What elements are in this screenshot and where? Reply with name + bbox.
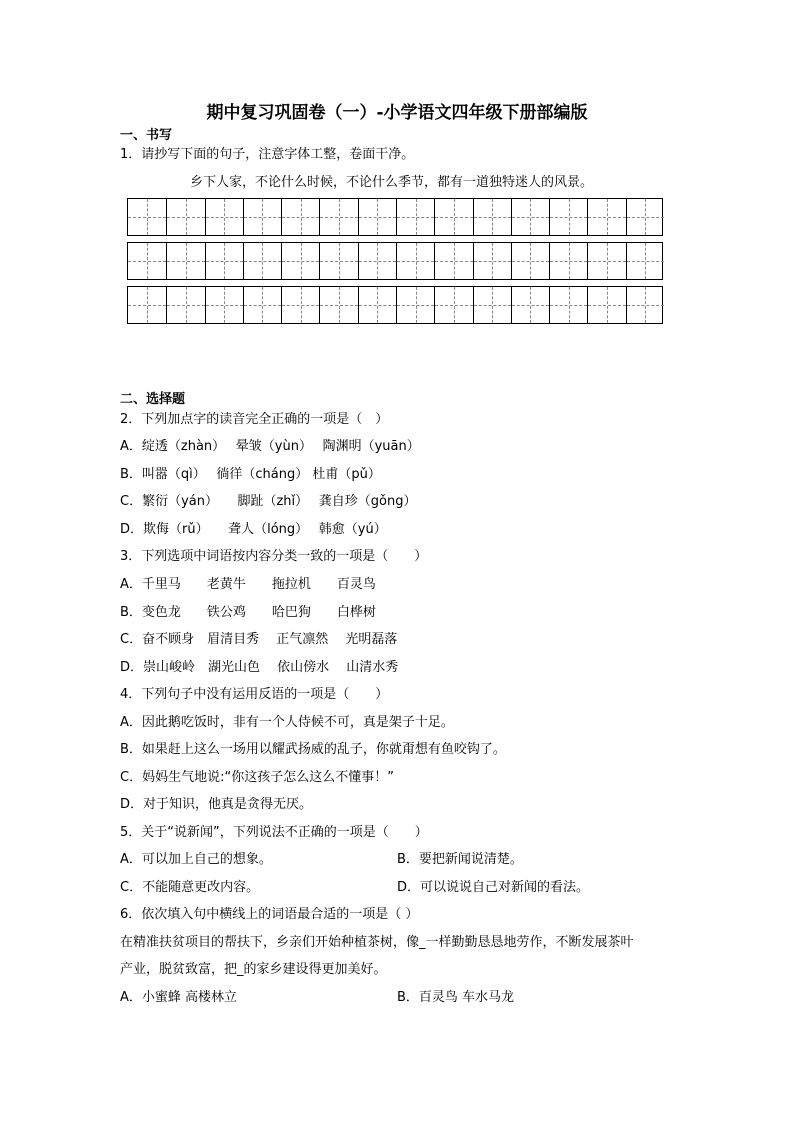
- cell-guide-vertical: [301, 199, 302, 235]
- cell-guide-vertical: [569, 243, 570, 279]
- cell-guide-vertical: [301, 287, 302, 323]
- cell-guide-vertical: [186, 243, 187, 279]
- writing-grid-cell[interactable]: [205, 243, 243, 279]
- writing-grid-cell[interactable]: [626, 287, 664, 323]
- writing-grid-cell[interactable]: [319, 287, 357, 323]
- cell-guide-vertical: [569, 287, 570, 323]
- writing-grid-cell[interactable]: [473, 199, 511, 235]
- writing-grid-cell[interactable]: [549, 243, 587, 279]
- question-3-stem: 3．下列选项中词语按内容分类一致的一项是（ ）: [120, 549, 428, 564]
- cell-guide-vertical: [492, 287, 493, 323]
- cell-guide-vertical: [607, 243, 608, 279]
- writing-grid-cell[interactable]: [128, 287, 166, 323]
- writing-grid-cell[interactable]: [434, 199, 472, 235]
- writing-grid-cell[interactable]: [281, 243, 319, 279]
- question-1: 1．请抄写下面的句子，注意字体工整，卷面干净。: [120, 147, 415, 162]
- page-title: 期中复习巩固卷（一）-小学语文四年级下册部编版: [206, 103, 588, 123]
- cell-guide-vertical: [377, 287, 378, 323]
- question-4-option-c: C．妈妈生气地说:“你这孩子怎么这么不懂事！”: [120, 770, 394, 785]
- writing-grid-row-2[interactable]: [127, 242, 663, 280]
- question-4-option-b: B．如果赶上这么一场用以耀武扬威的乱子，你就甭想有鱼咬钩了。: [120, 742, 506, 757]
- cell-guide-vertical: [339, 243, 340, 279]
- writing-grid-row-1[interactable]: [127, 198, 663, 236]
- writing-grid-cell[interactable]: [205, 287, 243, 323]
- section-heading-choice: 二、选择题: [120, 392, 186, 407]
- writing-grid-cell[interactable]: [205, 199, 243, 235]
- writing-grid-cell[interactable]: [587, 199, 625, 235]
- cell-guide-vertical: [224, 287, 225, 323]
- cell-guide-vertical: [377, 199, 378, 235]
- question-3-option-c: C．奋不顾身 眉清目秀 正气凛然 光明磊落: [120, 632, 398, 647]
- writing-grid-cell[interactable]: [511, 287, 549, 323]
- cell-guide-vertical: [645, 199, 646, 235]
- cell-guide-vertical: [454, 199, 455, 235]
- cell-guide-vertical: [530, 243, 531, 279]
- writing-grid-cell[interactable]: [549, 199, 587, 235]
- cell-guide-vertical: [186, 199, 187, 235]
- question-3-option-d: D．崇山峻岭 湖光山色 依山傍水 山清水秀: [120, 660, 399, 675]
- question-5-option-c: C．不能随意更改内容。: [120, 880, 260, 895]
- cell-guide-vertical: [262, 243, 263, 279]
- writing-grid-cell[interactable]: [473, 287, 511, 323]
- writing-grid-cell[interactable]: [358, 199, 396, 235]
- question-5-stem: 5．关于“说新闻”，下列说法不正确的一项是（ ）: [120, 825, 428, 840]
- writing-grid-cell[interactable]: [281, 199, 319, 235]
- cell-guide-vertical: [262, 287, 263, 323]
- question-5-option-d: D．可以说说自己对新闻的看法。: [397, 880, 590, 895]
- cell-guide-vertical: [454, 287, 455, 323]
- cell-guide-vertical: [492, 199, 493, 235]
- cell-guide-vertical: [569, 199, 570, 235]
- cell-guide-vertical: [416, 287, 417, 323]
- cell-guide-vertical: [645, 287, 646, 323]
- cell-guide-vertical: [262, 199, 263, 235]
- cell-guide-vertical: [492, 243, 493, 279]
- writing-grid-cell[interactable]: [243, 199, 281, 235]
- cell-guide-vertical: [607, 199, 608, 235]
- question-2-option-a: A．绽透（zhàn） 晕皱（yùn） 陶渊明（yuān）: [120, 439, 420, 454]
- cell-guide-vertical: [186, 287, 187, 323]
- question-2-stem: 2．下列加点字的读音完全正确的一项是（ ）: [120, 412, 389, 427]
- writing-grid-cell[interactable]: [473, 243, 511, 279]
- cell-guide-vertical: [377, 243, 378, 279]
- writing-grid-cell[interactable]: [396, 243, 434, 279]
- cell-guide-vertical: [530, 287, 531, 323]
- question-6-option-b: B．百灵鸟 车水马龙: [397, 990, 515, 1005]
- cell-guide-vertical: [147, 287, 148, 323]
- writing-grid-cell[interactable]: [587, 243, 625, 279]
- question-2-option-c: C．繁衍（yán） 脚趾（zhǐ） 龚自珍（gǒng）: [120, 494, 417, 509]
- writing-grid-cell[interactable]: [166, 199, 204, 235]
- cell-guide-vertical: [645, 243, 646, 279]
- writing-grid-cell[interactable]: [319, 243, 357, 279]
- writing-grid-cell[interactable]: [587, 287, 625, 323]
- question-3-option-b: B．变色龙 铁公鸡 哈巴狗 白桦树: [120, 605, 376, 620]
- question-6-passage-line-1: 在精准扶贫项目的帮扶下，乡亲们开始种植茶树，像_一样勤勤恳恳地劳作，不断发展茶叶: [120, 935, 634, 950]
- writing-grid-cell[interactable]: [626, 243, 664, 279]
- writing-grid-cell[interactable]: [128, 199, 166, 235]
- question-3-option-a: A．千里马 老黄牛 拖拉机 百灵鸟: [120, 577, 376, 592]
- question-5-option-a: A．可以加上自己的想象。: [120, 852, 272, 867]
- question-6-passage-line-2: 产业，脱贫致富，把_的家乡建设得更加美好。: [120, 962, 387, 977]
- question-6-stem: 6．依次填入句中横线上的词语最合适的一项是（ ）: [120, 907, 419, 922]
- cell-guide-vertical: [339, 199, 340, 235]
- cell-guide-vertical: [147, 243, 148, 279]
- question-4-stem: 4．下列句子中没有运用反语的一项是（ ）: [120, 687, 389, 702]
- cell-guide-vertical: [530, 199, 531, 235]
- writing-grid-cell[interactable]: [511, 199, 549, 235]
- writing-grid-cell[interactable]: [243, 287, 281, 323]
- writing-grid-cell[interactable]: [434, 243, 472, 279]
- question-2-option-d: D．欺侮（rǔ） 聋人（lóng） 韩愈（yú）: [120, 522, 387, 537]
- cell-guide-vertical: [339, 287, 340, 323]
- writing-grid-cell[interactable]: [166, 243, 204, 279]
- cell-guide-vertical: [454, 243, 455, 279]
- section-heading-writing: 一、书写: [120, 128, 173, 143]
- writing-grid-cell[interactable]: [434, 287, 472, 323]
- question-5-option-b: B．要把新闻说清楚。: [397, 852, 523, 867]
- copy-sentence: 乡下人家，不论什么时候，不论什么季节，都有一道独特迷人的风景。: [190, 175, 594, 190]
- writing-grid-cell[interactable]: [396, 199, 434, 235]
- writing-grid-cell[interactable]: [511, 243, 549, 279]
- cell-guide-vertical: [416, 243, 417, 279]
- writing-grid-cell[interactable]: [626, 199, 664, 235]
- writing-grid-cell[interactable]: [358, 287, 396, 323]
- question-4-option-a: A．因此鹅吃饭时，非有一个人侍候不可，真是架子十足。: [120, 715, 454, 730]
- writing-grid-cell[interactable]: [549, 287, 587, 323]
- writing-grid-cell[interactable]: [396, 287, 434, 323]
- writing-grid-cell[interactable]: [243, 243, 281, 279]
- writing-grid-cell[interactable]: [166, 287, 204, 323]
- cell-guide-vertical: [301, 243, 302, 279]
- question-4-option-d: D．对于知识，他真是贪得无厌。: [120, 797, 313, 812]
- cell-guide-vertical: [224, 199, 225, 235]
- writing-grid-cell[interactable]: [358, 243, 396, 279]
- question-6-option-a: A．小蜜蜂 高楼林立: [120, 990, 238, 1005]
- writing-grid-row-3[interactable]: [127, 286, 663, 324]
- writing-grid-cell[interactable]: [128, 243, 166, 279]
- cell-guide-vertical: [147, 199, 148, 235]
- cell-guide-vertical: [416, 199, 417, 235]
- cell-guide-vertical: [224, 243, 225, 279]
- writing-grid-cell[interactable]: [319, 199, 357, 235]
- writing-grid-cell[interactable]: [281, 287, 319, 323]
- cell-guide-vertical: [607, 287, 608, 323]
- question-2-option-b: B．叫嚣（qì） 徜徉（cháng） 杜甫（pǔ）: [120, 467, 381, 482]
